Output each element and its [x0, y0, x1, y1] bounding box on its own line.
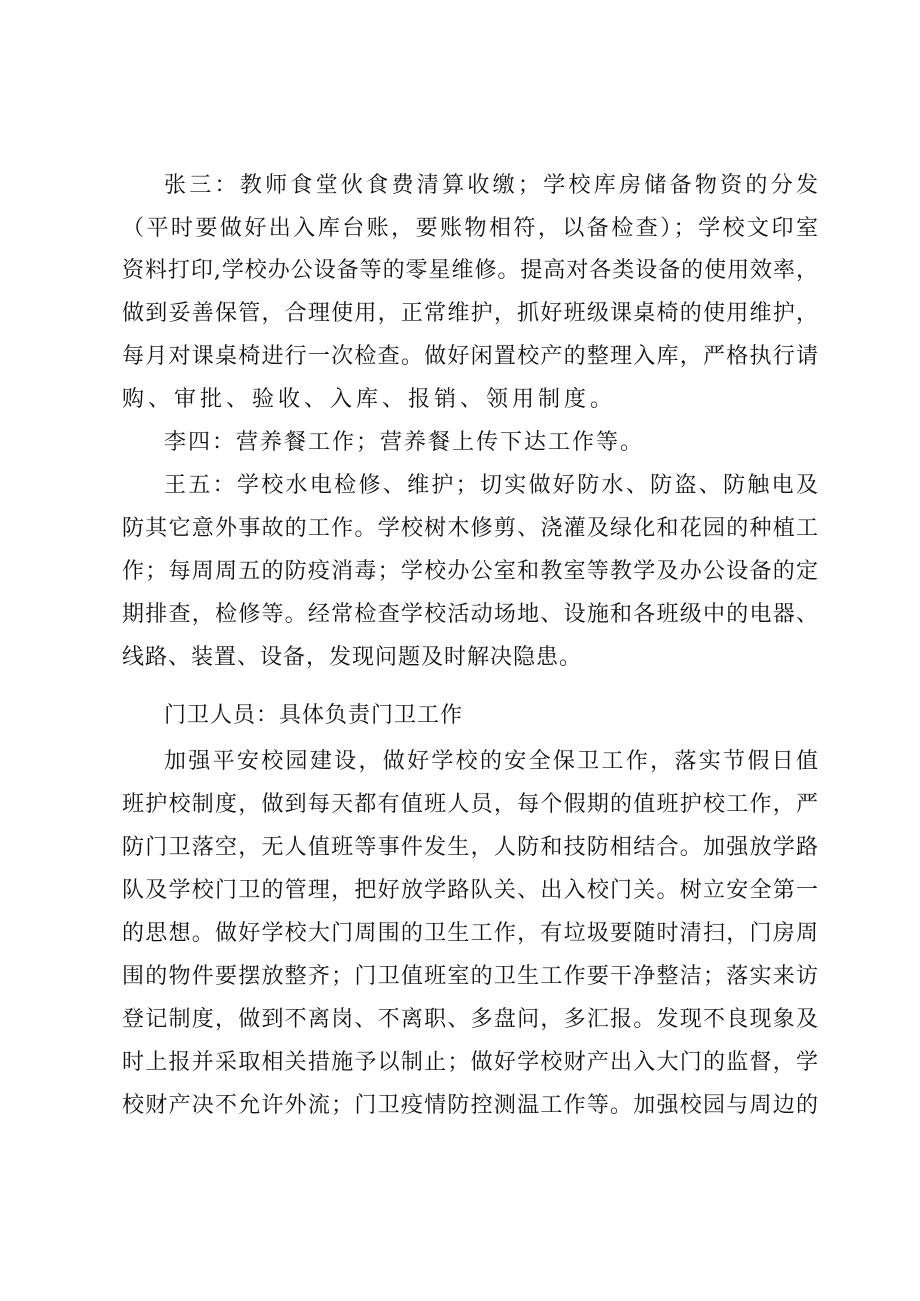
paragraph-line: 加强平安校园建设，做好学校的安全保卫工作，落实节假日值	[164, 749, 818, 774]
paragraph-line: 线路、装置、设备，发现问题及时解决隐患。	[122, 645, 583, 670]
section-heading: 门卫人员：具体负责门卫工作	[164, 703, 464, 728]
paragraph-line: 围的物件要摆放整齐；门卫值班室的卫生工作要干净整洁；落实来访	[122, 964, 818, 989]
paragraph-line: 登记制度，做到不离岗、不离职、多盘问，多汇报。发现不良现象及	[122, 1007, 818, 1032]
paragraph-line: 班护校制度，做到每天都有值班人员，每个假期的值班护校工作，严	[122, 792, 818, 817]
paragraph-line: 防其它意外事故的工作。学校树木修剪、浇灌及绿化和花园的种植工	[122, 516, 818, 541]
paragraph-line: 防门卫落空，无人值班等事件发生，人防和技防相结合。加强放学路	[122, 835, 818, 860]
paragraph-line: 做到妥善保管，合理使用，正常维护，抓好班级课桌椅的使用维护，	[122, 301, 818, 326]
paragraph-line: 期排查，检修等。经常检查学校活动场地、设施和各班级中的电器、	[122, 602, 818, 627]
paragraph-line: 购、审批、验收、入库、报销、领用制度。	[122, 387, 617, 412]
paragraph-line: 队及学校门卫的管理，把好放学路队关、出入校门关。树立安全第一	[122, 878, 818, 903]
paragraph-line: 王五：学校水电检修、维护；切实做好防水、防盗、防触电及	[164, 473, 818, 498]
paragraph-line: 校财产决不允许外流；门卫疫情防控测温工作等。加强校园与周边的	[122, 1093, 818, 1118]
paragraph-line: 作；每周周五的防疫消毒；学校办公室和教室等教学及办公设备的定	[122, 559, 818, 584]
paragraph-line: 每月对课桌椅进行一次检查。做好闲置校产的整理入库，严格执行请	[122, 344, 818, 369]
paragraph-line: （平时要做好出入库台账，要账物相符，以备检查）；学校文印室	[122, 216, 818, 241]
paragraph-line: 李四：营养餐工作；营养餐上传下达工作等。	[164, 430, 645, 455]
paragraph-line: 的思想。做好学校大门周围的卫生工作，有垃圾要随时清扫，门房周	[122, 921, 818, 946]
paragraph-line: 资料打印,学校办公设备等的零星维修。提高对各类设备的使用效率，	[122, 258, 818, 283]
paragraph-line: 时上报并采取相关措施予以制止；做好学校财产出入大门的监督，学	[122, 1050, 818, 1075]
paragraph-line: 张三：教师食堂伙食费清算收缴；学校库房储备物资的分发	[164, 173, 818, 198]
